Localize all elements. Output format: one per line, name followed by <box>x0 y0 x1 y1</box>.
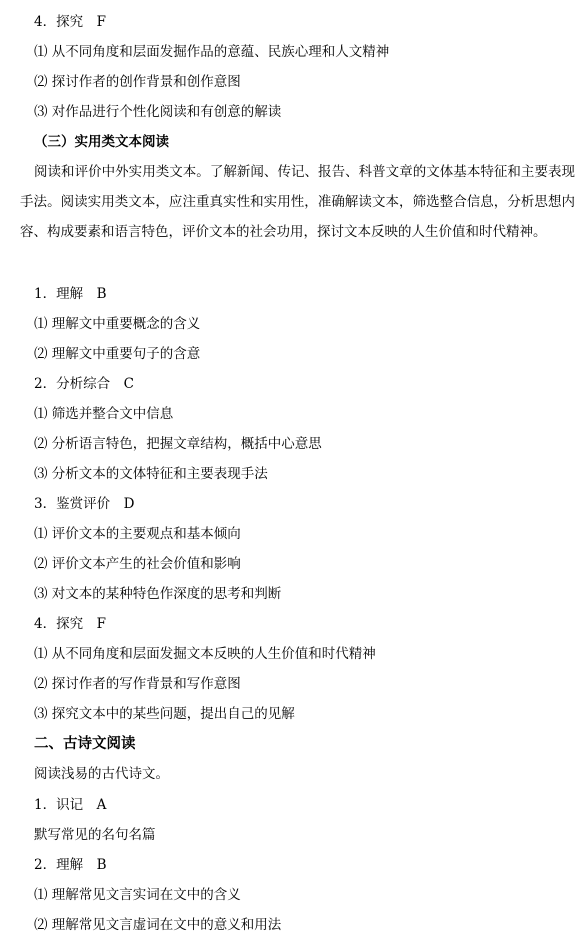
list-item: ⑴ 从不同角度和层面发掘作品的意蕴、民族心理和人文精神 <box>34 44 390 60</box>
item-explore-heading: 4．探究 F <box>34 14 106 30</box>
list-item: ⑵ 评价文本产生的社会价值和影响 <box>34 556 241 572</box>
list-item: ⑴ 评价文本的主要观点和基本倾向 <box>34 526 241 542</box>
section-paragraph: 阅读和评价中外实用类文本。了解新闻、传记、报告、科普文章的文体基本特征和主要表现手法。阅读实用类文本，应注重真实性和实用性，准确解读文本，筛选整合信息，分析思想内容、构成要素和语言特色，评价文本的社会功用，探讨文本反映的人生价值和时代精神。 <box>20 164 575 240</box>
list-item: ⑵ 理解常见文言虚词在文中的意义和用法 <box>34 917 282 933</box>
list-item: ⑶ 对文本的某种特色作深度的思考和判断 <box>34 586 282 602</box>
item-memorize-heading: 1．识记 A <box>34 797 107 813</box>
section-heading-classical-poetry: 二、古诗文阅读 <box>34 736 136 752</box>
list-item: ⑵ 理解文中重要句子的含意 <box>34 346 201 362</box>
list-item: ⑵ 分析语言特色，把握文章结构，概括中心意思 <box>34 436 322 452</box>
list-item: ⑶ 探究文本中的某些问题，提出自己的见解 <box>34 706 295 722</box>
item-explore-heading: 4．探究 F <box>34 616 106 632</box>
list-item: ⑴ 理解常见文言实词在文中的含义 <box>34 887 241 903</box>
list-item: ⑶ 对作品进行个性化阅读和有创意的解读 <box>34 104 282 120</box>
list-item: ⑴ 理解文中重要概念的含义 <box>34 316 201 332</box>
item-analyze-heading: 2．分析综合 C <box>34 376 134 392</box>
list-item: ⑴ 筛选并整合文中信息 <box>34 406 174 422</box>
list-item: 默写常见的名句名篇 <box>34 827 156 843</box>
item-understand-heading: 1．理解 B <box>34 286 107 302</box>
section-intro: 阅读浅易的古代诗文。 <box>34 766 169 782</box>
section-heading-practical-text: （三）实用类文本阅读 <box>34 134 169 150</box>
list-item: ⑵ 探讨作者的创作背景和创作意图 <box>34 74 241 90</box>
list-item: ⑵ 探讨作者的写作背景和写作意图 <box>34 676 241 692</box>
item-understand-heading: 2．理解 B <box>34 857 107 873</box>
list-item: ⑴ 从不同角度和层面发掘文本反映的人生价值和时代精神 <box>34 646 376 662</box>
list-item: ⑶ 分析文本的文体特征和主要表现手法 <box>34 466 268 482</box>
item-appraise-heading: 3．鉴赏评价 D <box>34 496 135 512</box>
